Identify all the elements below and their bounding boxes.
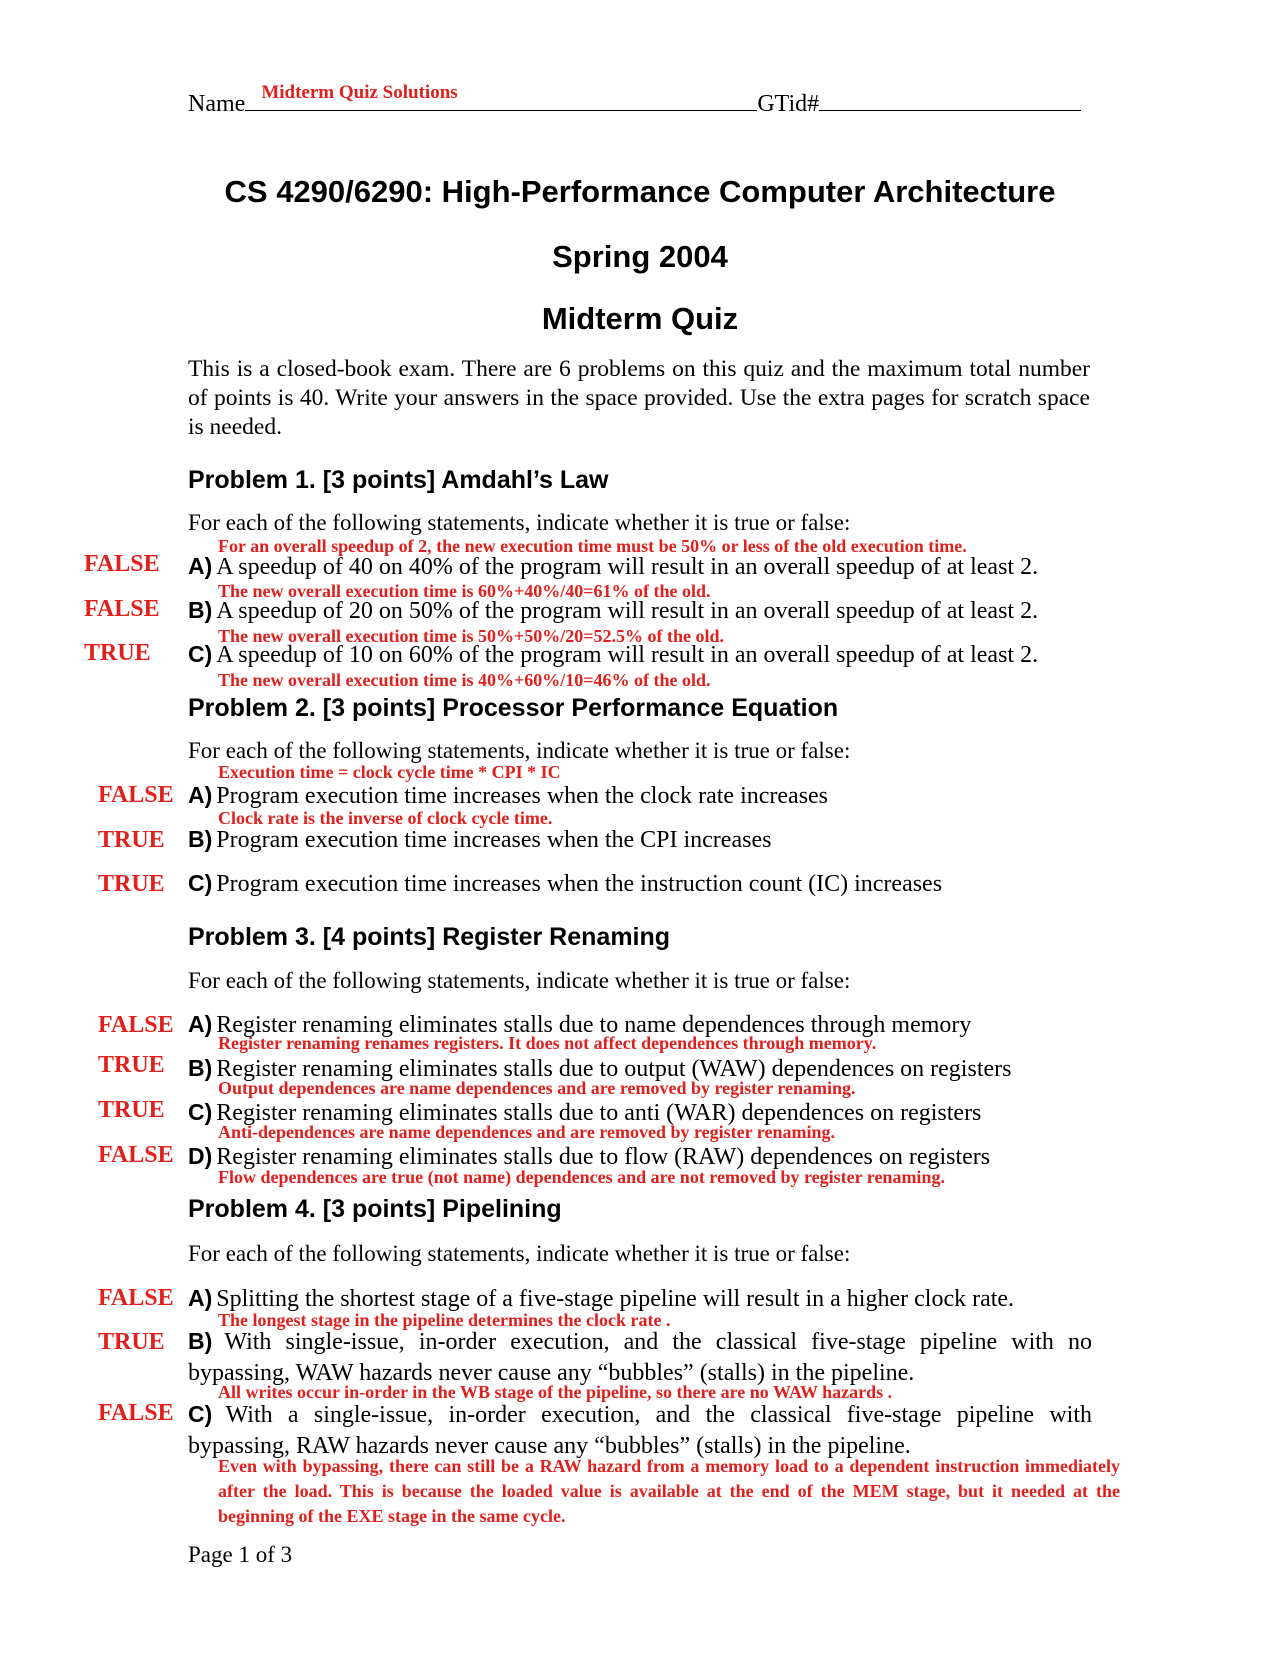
problem-2-note: Execution time = clock cycle time * CPI * IC: [218, 762, 561, 782]
p3b-text: Register renaming eliminates stalls due to output (WAW) dependences on registers: [216, 1056, 1012, 1082]
p1b-answer: FALSE: [84, 596, 160, 622]
p3d-text: Register renaming eliminates stalls due to flow (RAW) dependences on registers: [216, 1144, 991, 1170]
p1c-note: The new overall execution time is 40%+60%/10=46% of the old.: [218, 670, 711, 690]
p1b-text: A speedup of 20 on 50% of the program will result in an overall speedup of at least 2.: [216, 598, 1039, 624]
problem-3-title: Problem 3. [4 points] Register Renaming: [188, 923, 671, 951]
p1c-statement: [188, 641, 1038, 669]
p2b-label: B): [188, 826, 213, 852]
problem-1-intro: For each of the following statements, indicate whether it is true or false:: [188, 510, 851, 535]
p4b-answer: TRUE: [98, 1329, 165, 1355]
name-label: Name: [188, 91, 246, 117]
p1b-label: B): [188, 597, 213, 623]
page-number: Page 1 of 3: [188, 1542, 293, 1567]
p2a-answer: FALSE: [98, 782, 174, 808]
p1c-label: C): [188, 641, 213, 667]
p3d-answer: FALSE: [98, 1142, 174, 1168]
p3b-label: B): [188, 1055, 213, 1081]
p2a-label: A): [188, 782, 213, 808]
p3c-note: Anti-dependences are name dependences and are removed by register renaming.: [218, 1122, 835, 1142]
gtid-label: GTid#: [757, 91, 820, 117]
p1a-label: A): [188, 553, 213, 579]
p4c-label: C): [188, 1401, 213, 1427]
p3a-answer: FALSE: [98, 1012, 174, 1038]
p4b-statement: [188, 1327, 1092, 1390]
problem-3-intro: For each of the following statements, indicate whether it is true or false:: [188, 968, 851, 993]
p3c-text: Register renaming eliminates stalls due to anti (WAR) dependences on registers: [216, 1100, 982, 1126]
p1a-text: A speedup of 40 on 40% of the program will result in an overall speedup of at least 2.: [216, 554, 1039, 580]
p1c-answer: TRUE: [84, 640, 151, 666]
term-title: Spring 2004: [552, 239, 728, 274]
p1b-statement: [188, 597, 1038, 625]
p3d-label: D): [188, 1143, 213, 1169]
p2a-note: Clock rate is the inverse of clock cycle time.: [218, 808, 553, 828]
p4a-text: Splitting the shortest stage of a five-stage pipeline will result in a higher clock rate.: [216, 1286, 1015, 1312]
problem-2-intro: For each of the following statements, indicate whether it is true or false:: [188, 738, 851, 763]
p2b-text: Program execution time increases when the CPI increases: [216, 827, 772, 853]
p2b-statement: [188, 826, 771, 854]
name-field[interactable]: [245, 82, 757, 111]
p2a-text: Program execution time increases when the clock rate increases: [216, 783, 829, 809]
gtid-field[interactable]: [819, 86, 1081, 111]
p2a-statement: [188, 782, 828, 810]
problem-2-title: Problem 2. [3 points] Processor Performance Equation: [188, 694, 839, 722]
p1a-statement: [188, 553, 1038, 581]
p2b-answer: TRUE: [98, 827, 165, 853]
problem-4-title: Problem 4. [3 points] Pipelining: [188, 1195, 562, 1223]
problem-1-note: For an overall speedup of 2, the new execution time must be 50% or less of the old execution time.: [218, 536, 967, 556]
name-line: [188, 82, 1081, 118]
p2c-label: C): [188, 870, 213, 896]
p2c-statement: [188, 870, 942, 898]
p4a-note: The longest stage in the pipeline determines the clock rate .: [218, 1310, 671, 1330]
p4c-text: With a single-issue, in-order execution, and the classical five-stage pipeline with bypassing, RAW hazards never cause any “bubbles” (stalls) in the pipeline.: [188, 1402, 1092, 1459]
name-value: Midterm Quiz Solutions: [261, 82, 458, 103]
p4b-label: B): [188, 1328, 213, 1354]
p4b-note: All writes occur in-order in the WB stage of the pipeline, so there are no WAW hazards .: [218, 1382, 893, 1402]
instructions: This is a closed-book exam. There are 6 problems on this quiz and the maximum total number of points is 40. Write your answers in the space provided. Use the extra pages for scratch space is needed.: [188, 356, 1090, 440]
p1c-text: A speedup of 10 on 60% of the program will result in an overall speedup of at least 2.: [216, 642, 1039, 668]
problem-1-title: Problem 1. [3 points] Amdahl’s Law: [188, 466, 609, 494]
p3a-label: A): [188, 1011, 213, 1037]
p4a-statement: [188, 1285, 1014, 1313]
p4b-text: With single-issue, in-order execution, and the classical five-stage pipeline with no bypassing, WAW hazards never cause any “bubbles” (stalls) in the pipeline.: [188, 1329, 1093, 1386]
p4a-label: A): [188, 1285, 213, 1311]
course-title: CS 4290/6290: High-Performance Computer Architecture: [224, 174, 1056, 209]
p3a-text: Register renaming eliminates stalls due to name dependences through memory: [216, 1012, 972, 1038]
p4c-note: Even with bypassing, there can still be a RAW hazard from a memory load to a dependent instruction immediately after the load. This is because the loaded value is available at the end of the MEM stage, but it needed at the beginning of the EXE stage in the same cycle.: [218, 1456, 1120, 1526]
p4a-answer: FALSE: [98, 1285, 174, 1311]
exam-title: Midterm Quiz: [541, 301, 739, 336]
p1a-note: The new overall execution time is 60%+40%/40=61% of the old.: [218, 581, 711, 601]
p4c-answer: FALSE: [98, 1400, 174, 1426]
p1b-note: The new overall execution time is 50%+50%/20=52.5% of the old.: [218, 626, 724, 646]
p3b-answer: TRUE: [98, 1052, 165, 1078]
problem-4-intro: For each of the following statements, indicate whether it is true or false:: [188, 1241, 851, 1266]
p3b-note: Output dependences are name dependences and are removed by register renaming.: [218, 1078, 856, 1098]
p1a-answer: FALSE: [84, 551, 160, 577]
p3a-note: Register renaming renames registers. It does not affect dependences through memory.: [218, 1033, 877, 1053]
p3c-answer: TRUE: [98, 1097, 165, 1123]
p3c-label: C): [188, 1099, 213, 1125]
p2c-text: Program execution time increases when the instruction count (IC) increases: [216, 871, 943, 897]
p3d-note: Flow dependences are true (not name) dependences and are not removed by register renaming.: [218, 1167, 945, 1187]
p2c-answer: TRUE: [98, 871, 165, 897]
